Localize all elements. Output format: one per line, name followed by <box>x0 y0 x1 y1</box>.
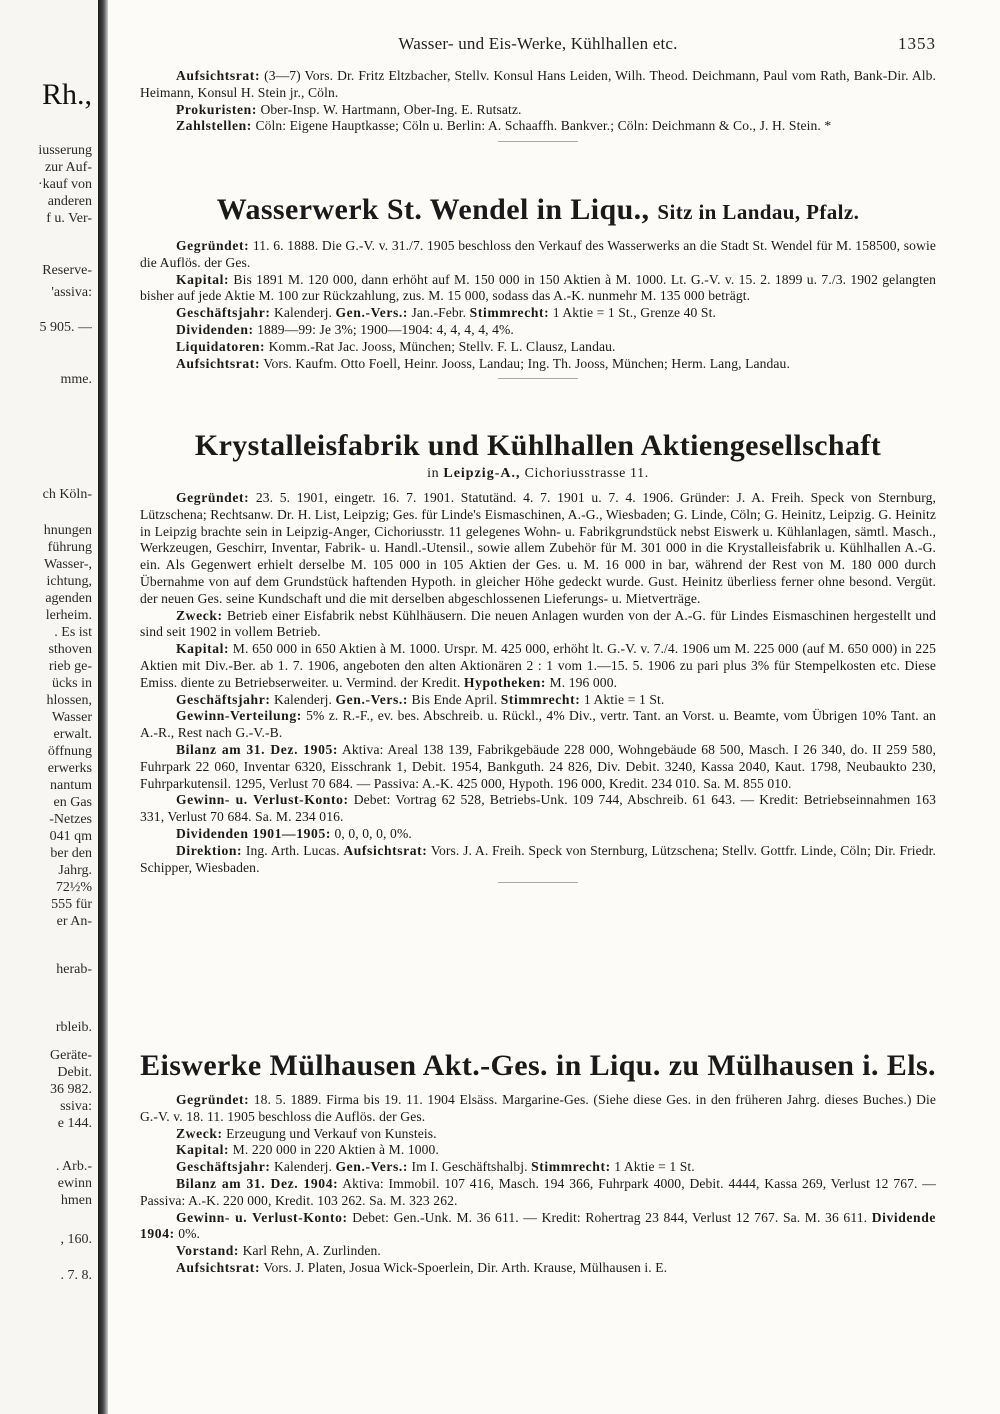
field-text: Cöln: Eigene Hauptkasse; Cöln u. Berlin: A. Schaaffh. Bankver.; Cöln: Deichmann & Co., J. H. Stein. * <box>255 118 832 134</box>
field-label: Aufsichtsrat: <box>176 68 261 83</box>
facing-page-text-fragment: hlossen, <box>46 693 92 708</box>
field-text: Karl Rehn, A. Zurlinden. <box>242 1243 381 1259</box>
facing-page-margin <box>0 0 98 1414</box>
field-text: Kalenderj. <box>273 691 332 707</box>
field-text: 5% z. R.-F., ev. bes. Abschreib. u. Rückl., 4% Div., vertr. Tant. an Vorst. u. Beamte, vom Übrigen 10% Tant. an A.-R., Rest nach G.-V.-B. <box>140 708 936 741</box>
field-label: Kapital: <box>176 641 230 657</box>
facing-page-text-fragment: hmen <box>60 1193 92 1208</box>
gegruendet-paragraph <box>140 1092 936 1126</box>
field-label: Kapital: <box>176 1142 230 1158</box>
facing-page-text-fragment: lerheim. <box>45 608 92 623</box>
kapital-paragraph <box>140 641 936 691</box>
field-label: Dividenden: <box>176 321 254 337</box>
facing-page-text-fragment: -Netzes <box>49 812 92 827</box>
facing-page-text-fragment: f u. Ver- <box>46 211 92 226</box>
facing-page-text-fragment: anderen <box>47 194 92 209</box>
field-text: Aktiva: Immobil. 107 416, Masch. 194 366, Fuhrpark 4000, Debit. 4444, Kassa 269, Verlust 12 767. — Passiva: A.-K. 220 000, Kredit. 103 262. Sa. M. 323 262. <box>140 1175 936 1208</box>
field-label: Zahlstellen: <box>176 118 252 134</box>
field-label: Gewinn- u. Verlust-Konto: <box>176 792 349 808</box>
field-text: Ober-Insp. W. Hartmann, Ober-Ing. E. Rutsatz. <box>260 101 522 117</box>
aufsichtsrat-paragraph <box>140 356 936 373</box>
facing-page-text-fragment: en Gas <box>53 795 92 810</box>
facing-page-text-fragment: 555 für <box>51 897 92 912</box>
facing-page-text-fragment: sthoven <box>48 642 92 657</box>
field-text: Betrieb einer Eisfabrik nebst Kühlhäusern. Die neuen Anlagen wurden von der A.-G. für Lindes Eismaschinen hergestellt und sind seit 1902 in vollem Betrieb. <box>140 607 937 640</box>
facing-page-text-fragment: erwalt. <box>53 727 92 742</box>
facing-page-text-fragment: Reserve- <box>42 263 92 278</box>
field-label: Gegründet: <box>176 490 250 505</box>
facing-page-text-fragment: Geräte- <box>50 1048 92 1063</box>
guv-paragraph <box>140 1210 936 1244</box>
field-text: Vors. J. Platen, Josua Wick-Spoerlein, Dir. Arth. Krause, Mülhausen i. E. <box>263 1259 668 1275</box>
facing-page-text-fragment: Wasser <box>51 710 92 725</box>
document-page <box>140 0 940 1414</box>
direktion-paragraph <box>140 843 936 877</box>
aufsichtsrat-paragraph <box>140 68 936 102</box>
field-label: Stimmrecht: <box>500 691 581 707</box>
field-text: 18. 5. 1889. Firma bis 19. 11. 1904 Elsäss. Margarine-Ges. (Siehe diese Ges. in den früheren Jahrg. dieses Buches.) Die G.-V. v. 18. 11. 1905 beschloss die Auflös. der Ges. <box>140 1092 937 1124</box>
gewinnverteilung-paragraph <box>140 708 936 742</box>
book-gutter <box>98 0 108 1414</box>
field-label: Gegründet: <box>176 1092 250 1107</box>
field-text: 0%. <box>178 1226 201 1242</box>
field-label: Aufsichtsrat: <box>176 1259 261 1275</box>
facing-page-text-fragment: 5 905. — <box>39 320 92 335</box>
section-divider <box>498 378 578 379</box>
vorstand-paragraph <box>140 1243 936 1260</box>
field-label: Geschäftsjahr: <box>176 691 271 707</box>
running-header <box>140 34 936 60</box>
section-divider <box>498 882 578 883</box>
field-text: 1 Aktie = 1 St. <box>583 691 665 707</box>
entry-eiswerke-muelhausen <box>140 1048 936 1277</box>
field-label: Prokuristen: <box>176 101 257 117</box>
field-text: Jan.-Febr. <box>411 305 467 321</box>
field-text: Ing. Arth. Lucas. <box>245 842 340 858</box>
field-label: Dividende 1904: <box>140 1209 937 1242</box>
field-label: Gen.-Vers.: <box>335 305 409 321</box>
facing-page-text-fragment: mme. <box>60 372 92 387</box>
field-label: Gen.-Vers.: <box>335 691 409 707</box>
zweck-paragraph <box>140 1126 936 1143</box>
entry-continuation <box>140 68 936 142</box>
field-label: Direktion: <box>176 842 243 858</box>
field-text: Debet: Vortrag 62 528, Betriebs-Unk. 109 744, Abschreib. 61 643. — Kredit: Betriebseinnahmen 163 331, Verlust 70 684. Sa. M. 234 016. <box>140 792 936 825</box>
field-text: M. 196 000. <box>549 674 618 690</box>
field-text: Debet: Gen.-Unk. M. 36 611. — Kredit: Rohertrag 23 844, Verlust 12 767. Sa. M. 36 611. <box>352 1209 868 1225</box>
facing-page-text-fragment: rieb ge- <box>48 659 92 674</box>
entry-title: Krystalleisfabrik und Kühlhallen Aktiengesellschaft <box>194 429 882 462</box>
aufsichtsrat-paragraph <box>140 1260 936 1277</box>
bilanz-paragraph <box>140 742 936 792</box>
facing-page-text-fragment: ichtung, <box>46 574 92 589</box>
field-label: Geschäftsjahr: <box>176 305 271 321</box>
section-divider <box>498 141 578 142</box>
facing-page-text-fragment: erwerks <box>47 761 92 776</box>
company-location <box>140 466 936 482</box>
in-word: in <box>427 466 440 481</box>
entry-title <box>140 192 936 230</box>
field-text: 0, 0, 0, 0, 0%. <box>334 825 412 841</box>
field-label: Bilanz am 31. Dez. 1905: <box>176 741 338 757</box>
facing-page-text-fragment: ücks in <box>51 676 92 691</box>
facing-page-text-fragment: Jahrg. <box>58 863 92 878</box>
field-label: Gewinn- u. Verlust-Konto: <box>176 1209 348 1225</box>
liquidatoren-paragraph <box>140 339 936 356</box>
facing-page-text-fragment: agenden <box>45 591 92 606</box>
geschaeftsjahr-paragraph <box>140 692 936 709</box>
company-name: Wasserwerk St. Wendel in Liqu., <box>216 193 650 226</box>
zahlstellen-paragraph <box>140 118 936 135</box>
company-address: Cichoriusstrasse 11. <box>524 466 649 481</box>
guv-paragraph <box>140 792 936 826</box>
entry-title: Eiswerke Mülhausen Akt.-Ges. in Liqu. zu Mülhausen i. Els. <box>140 1049 936 1082</box>
field-text: 23. 5. 1901, eingetr. 16. 7. 1901. Statutänd. 4. 7. 1901 u. 7. 4. 1906. Gründer: J. A. Freih. Speck von Sternburg, Lützschena; Rechtsanw. Dr. H. List, Leipzig; Ges. für Linde's Eismaschinen, A.-G., Wiesbaden; G. Linde, Cöln; G. Heinitz, Leipzig. G. Heinitz in Leipzig brachte sein in Leipzig-Anger, Cichoriusstr. 11 gelegenes Wohn- u. Fabrikgrundstück nebst Eiswerk u. Kühlanlagen, sämtl. Masch., Werkzeugen, Geschirr, Inventar, Fabrik- u. Handl.-Utensil., sowie allem Zubehör für M. 301 000 in die Krystalleisfabrik u. Kühlhallen A.-G. ein. Als Gegenwert erhielt derselbe M. 105 000 in 105 Aktien der Ges. u. M. 16 000 in bar, während der Rest von M. 180 000 durch Übernahme von auf dem Grundstück haftenden Hypoth. in gleicher Höhe gedeckt wurde. Gust. Heinitz überliess ferner ohne besond. Vergüt. der neuen Ges. seine Kundschaft und die mit derselben abgeschlossenen Lieferungs- u. Mietverträge. <box>140 490 936 606</box>
field-label: Gewinn-Verteilung: <box>176 708 302 724</box>
field-text: Bis 1891 M. 120 000, dann erhöht auf M. 150 000 in 150 Aktien à M. 1000. Lt. G.-V. v. 15. 2. 1899 u. 7./3. 1902 gelangten bisher auf jede Aktie M. 100 zur Rückzahlung, zus. M. 15 000, sodass das A.-K. nunmehr M. 135 000 beträgt. <box>140 271 936 304</box>
field-label: Dividenden 1901—1905: <box>176 825 331 841</box>
running-title: Wasser- und Eis-Werke, Kühlhallen etc. <box>398 34 678 53</box>
field-text: M. 220 000 in 220 Aktien à M. 1000. <box>232 1142 439 1158</box>
facing-page-text-fragment: ch Köln- <box>42 487 92 502</box>
kapital-paragraph <box>140 1142 936 1159</box>
field-text: Vors. Kaufm. Otto Foell, Heinr. Jooss, Landau; Ing. Th. Jooss, München; Herm. Lang, Landau. <box>263 355 790 371</box>
field-label: Zweck: <box>176 607 223 623</box>
dividenden-paragraph <box>140 322 936 339</box>
facing-page-text-fragment: öffnung <box>47 744 92 759</box>
field-text: 11. 6. 1888. Die G.-V. v. 31./7. 1905 beschloss den Verkauf des Wasserwerks an die Stadt St. Wendel für M. 158500, sowie die Auflös. der Ges. <box>140 238 936 270</box>
facing-page-text-fragment: rbleib. <box>55 1020 92 1035</box>
facing-page-text-fragment: herab- <box>56 962 92 977</box>
facing-page-text-fragment: ssiva: <box>60 1099 92 1114</box>
facing-page-text-fragment: zur Auf- <box>44 160 92 175</box>
facing-page-text-fragment: iusserung <box>38 143 92 158</box>
facing-page-text-fragment: ewinn <box>57 1176 92 1191</box>
facing-page-text-fragment: Wasser-, <box>44 557 92 572</box>
field-label: Gegründet: <box>176 238 250 253</box>
field-text: (3—7) Vors. Dr. Fritz Eltzbacher, Stellv. Konsul Hans Leiden, Wilh. Theod. Deichmann, Paul vom Rath, Bank-Dir. Alb. Heimann, Konsul H. Stein jr., Cöln. <box>140 68 937 100</box>
facing-page-text-fragment: 72½% <box>55 880 92 895</box>
facing-page-text-fragment: 36 982. <box>50 1082 92 1097</box>
geschaeftsjahr-paragraph <box>140 305 936 322</box>
field-label: Liquidatoren: <box>176 338 266 354</box>
dividenden-paragraph <box>140 826 936 843</box>
facing-page-text-fragment: . Es ist <box>54 625 92 640</box>
facing-page-text-fragment: ·kauf von <box>37 177 92 192</box>
facing-page-text-fragment: führung <box>47 540 92 555</box>
facing-page-text-fragment: hnungen <box>43 523 92 538</box>
field-text: Erzeugung und Verkauf von Kunsteis. <box>226 1125 437 1141</box>
facing-page-text-fragment: e 144. <box>57 1116 92 1131</box>
field-label: Kapital: <box>176 271 230 287</box>
field-label: Gen.-Vers.: <box>335 1159 409 1175</box>
field-label: Aufsichtsrat: <box>343 842 428 858</box>
facing-page-text-fragment: nantum <box>50 778 92 793</box>
bilanz-paragraph <box>140 1176 936 1210</box>
field-text: Kalenderj. <box>273 1159 332 1175</box>
geschaeftsjahr-paragraph <box>140 1159 936 1176</box>
kapital-paragraph <box>140 272 936 306</box>
field-text: 1 Aktie = 1 St., Grenze 40 St. <box>552 305 716 321</box>
field-text: 1889—99: Je 3%; 1900—1904: 4, 4, 4, 4, 4%. <box>257 321 514 337</box>
field-text: Vors. J. A. Freih. Speck von Sternburg, Lützschena; Stellv. Gottfr. Linde, Cöln; Dir. Friedr. Schipper, Wiesbaden. <box>140 842 937 875</box>
gegruendet-paragraph <box>140 490 936 608</box>
gegruendet-paragraph <box>140 238 936 272</box>
prokuristen-paragraph <box>140 102 936 119</box>
field-label: Hypotheken: <box>463 674 547 690</box>
field-text: 1 Aktie = 1 St. <box>614 1159 695 1175</box>
field-text: Bis Ende April. <box>411 691 498 707</box>
facing-page-text-fragment: 041 qm <box>49 829 92 844</box>
company-city: Leipzig-A., <box>443 466 521 481</box>
facing-page-text-fragment: Debit. <box>57 1065 92 1080</box>
field-label: Stimmrecht: <box>531 1159 611 1175</box>
field-text: Aktiva: Areal 138 139, Fabrikgebäude 228 000, Wohngebäude 68 500, Masch. I 26 340, do. II 259 580, Fuhrpark 22 060, Inventar 6320, Eisschrank 1, Debit. 1954, Bankguth. 24 826, Div. Debit. 3240, Kassa 2040, Kaut. 1798, Neubaukto 230, Fuhrparkutensil. 1295, Verlust 70 684. — Passiva: A.-K. 425 000, Hypoth. 196 000, Kredit. 234 010. Sa. M. 855 010. <box>140 741 936 791</box>
field-label: Geschäftsjahr: <box>176 1159 271 1175</box>
page-number: 1353 <box>898 34 936 53</box>
field-label: Aufsichtsrat: <box>176 355 261 371</box>
company-seat: Sitz in Landau, Pfalz. <box>657 200 860 224</box>
field-text: Kalenderj. <box>273 305 332 321</box>
facing-page-text-fragment: er An- <box>56 914 92 929</box>
entry-wasserwerk-st-wendel <box>140 192 936 379</box>
field-label: Zweck: <box>176 1125 223 1141</box>
facing-page-text-fragment: 'assiva: <box>51 285 92 300</box>
facing-page-text-fragment: . Arb.- <box>55 1159 92 1174</box>
facing-page-text-fragment: Rh., <box>41 78 92 111</box>
field-text: Im I. Geschäftshalbj. <box>411 1159 528 1175</box>
field-text: M. 650 000 in 650 Aktien à M. 1000. Urspr. M. 425 000, erhöht lt. G.-V. v. 7./4. 1906 um M. 225 000 (auf M. 650 000) in 225 Aktien mit Div.-Ber. ab 1. 7. 1906, angeboten den alten Aktionären 2 : 1 vom 1.—15. 5. 1906 zu pari plus 3% für Stempelkosten etc. Diese Emiss. diente zu Betriebserweiter. u. Vermind. der Kredit. <box>140 641 937 690</box>
field-text: Komm.-Rat Jac. Jooss, München; Stellv. F. L. Clausz, Landau. <box>268 338 616 354</box>
facing-page-text-fragment: . 7. 8. <box>60 1268 92 1283</box>
entry-krystalleisfabrik <box>140 428 936 883</box>
field-label: Bilanz am 31. Dez. 1904: <box>176 1175 339 1191</box>
field-label: Stimmrecht: <box>469 305 550 321</box>
facing-page-text-fragment: , 160. <box>60 1232 92 1247</box>
field-label: Vorstand: <box>176 1243 240 1259</box>
facing-page-text-fragment: ber den <box>50 846 92 861</box>
zweck-paragraph <box>140 608 936 642</box>
